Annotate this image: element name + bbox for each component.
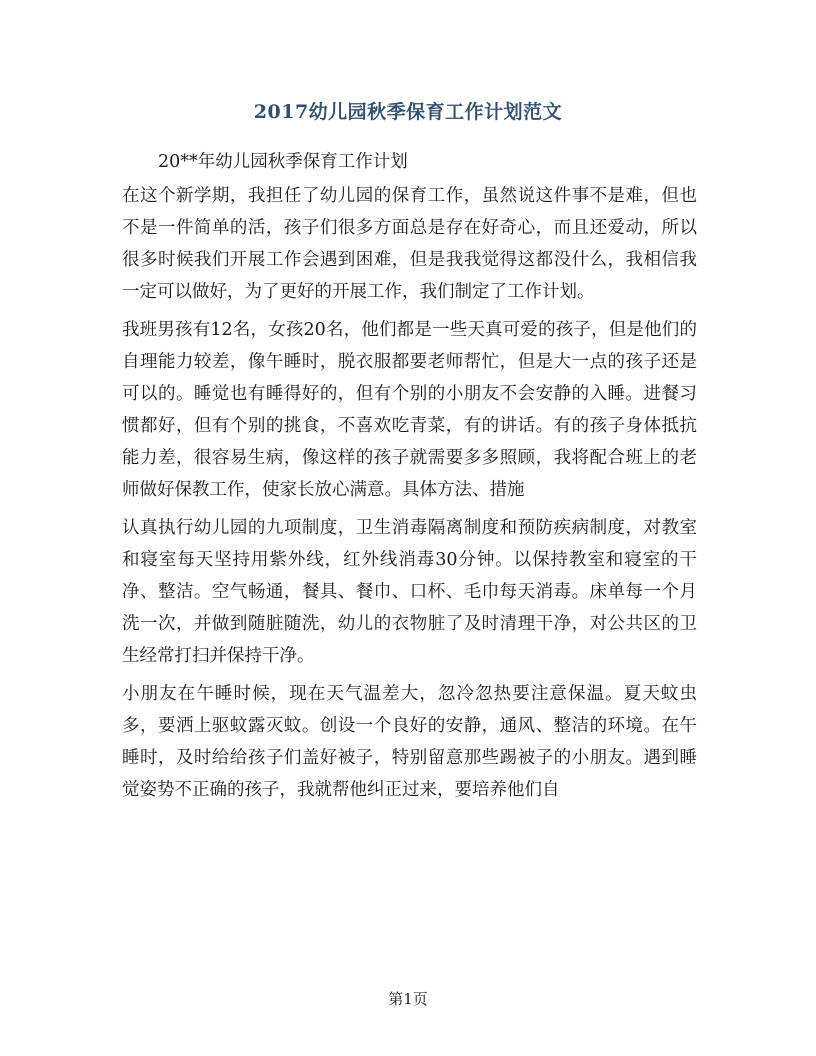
paragraph-1: 在这个新学期，我担任了幼儿园的保育工作，虽然说这件事不是难，但也不是一件简单的活，孩子们很多方面总是存在好奇心，而且还爱动，所以很多时候我们开展工作会遇到困难，但是我我觉得这都没什么，我相信我一定可以做好，为了更好的开展工作，我们制定了工作计划。 bbox=[122, 186, 697, 302]
document-body bbox=[122, 146, 697, 812]
document-subtitle: 20**年幼儿园秋季保育工作计划 bbox=[158, 152, 408, 172]
paragraph-3: 认真执行幼儿园的九项制度，卫生消毒隔离制度和预防疾病制度，对教室和寝室每天坚持用紫外线，红外线消毒30分钟。以保持教室和寝室的干净、整洁。空气畅通，餐具、餐巾、口杯、毛巾每天消毒。床单每一个月洗一次，并做到随脏随洗，幼儿的衣物脏了及时清理干净，对公共区的卫生经常打扫并保持干净。 bbox=[122, 518, 697, 666]
document-title: 2017幼儿园秋季保育工作计划范文 bbox=[253, 101, 563, 123]
paragraph-2: 我班男孩有12名，女孩20名，他们都是一些天真可爱的孩子，但是他们的自理能力较差，像午睡时，脱衣服都要老师帮忙，但是大一点的孩子还是可以的。睡觉也有睡得好的，但有个别的小朋友不会安静的入睡。进餐习惯都好，但有个别的挑食，不喜欢吃青菜，有的讲话。有的孩子身体抵抗能力差，很容易生病，像这样的孩子就需要多多照顾，我将配合班上的老师做好保教工作，使家长放心满意。具体方法、措施 bbox=[122, 320, 697, 500]
page-number: 第1页 bbox=[388, 990, 428, 1008]
paragraph-4: 小朋友在午睡时候，现在天气温差大，忽冷忽热要注意保温。夏天蚊虫多，要洒上驱蚊露灭蚊。创设一个良好的安静，通风、整洁的环境。在午睡时，及时给给孩子们盖好被子，特别留意那些踢被子的小朋友。遇到睡觉姿势不正确的孩子，我就帮他纠正过来，要培养他们自 bbox=[122, 684, 697, 800]
